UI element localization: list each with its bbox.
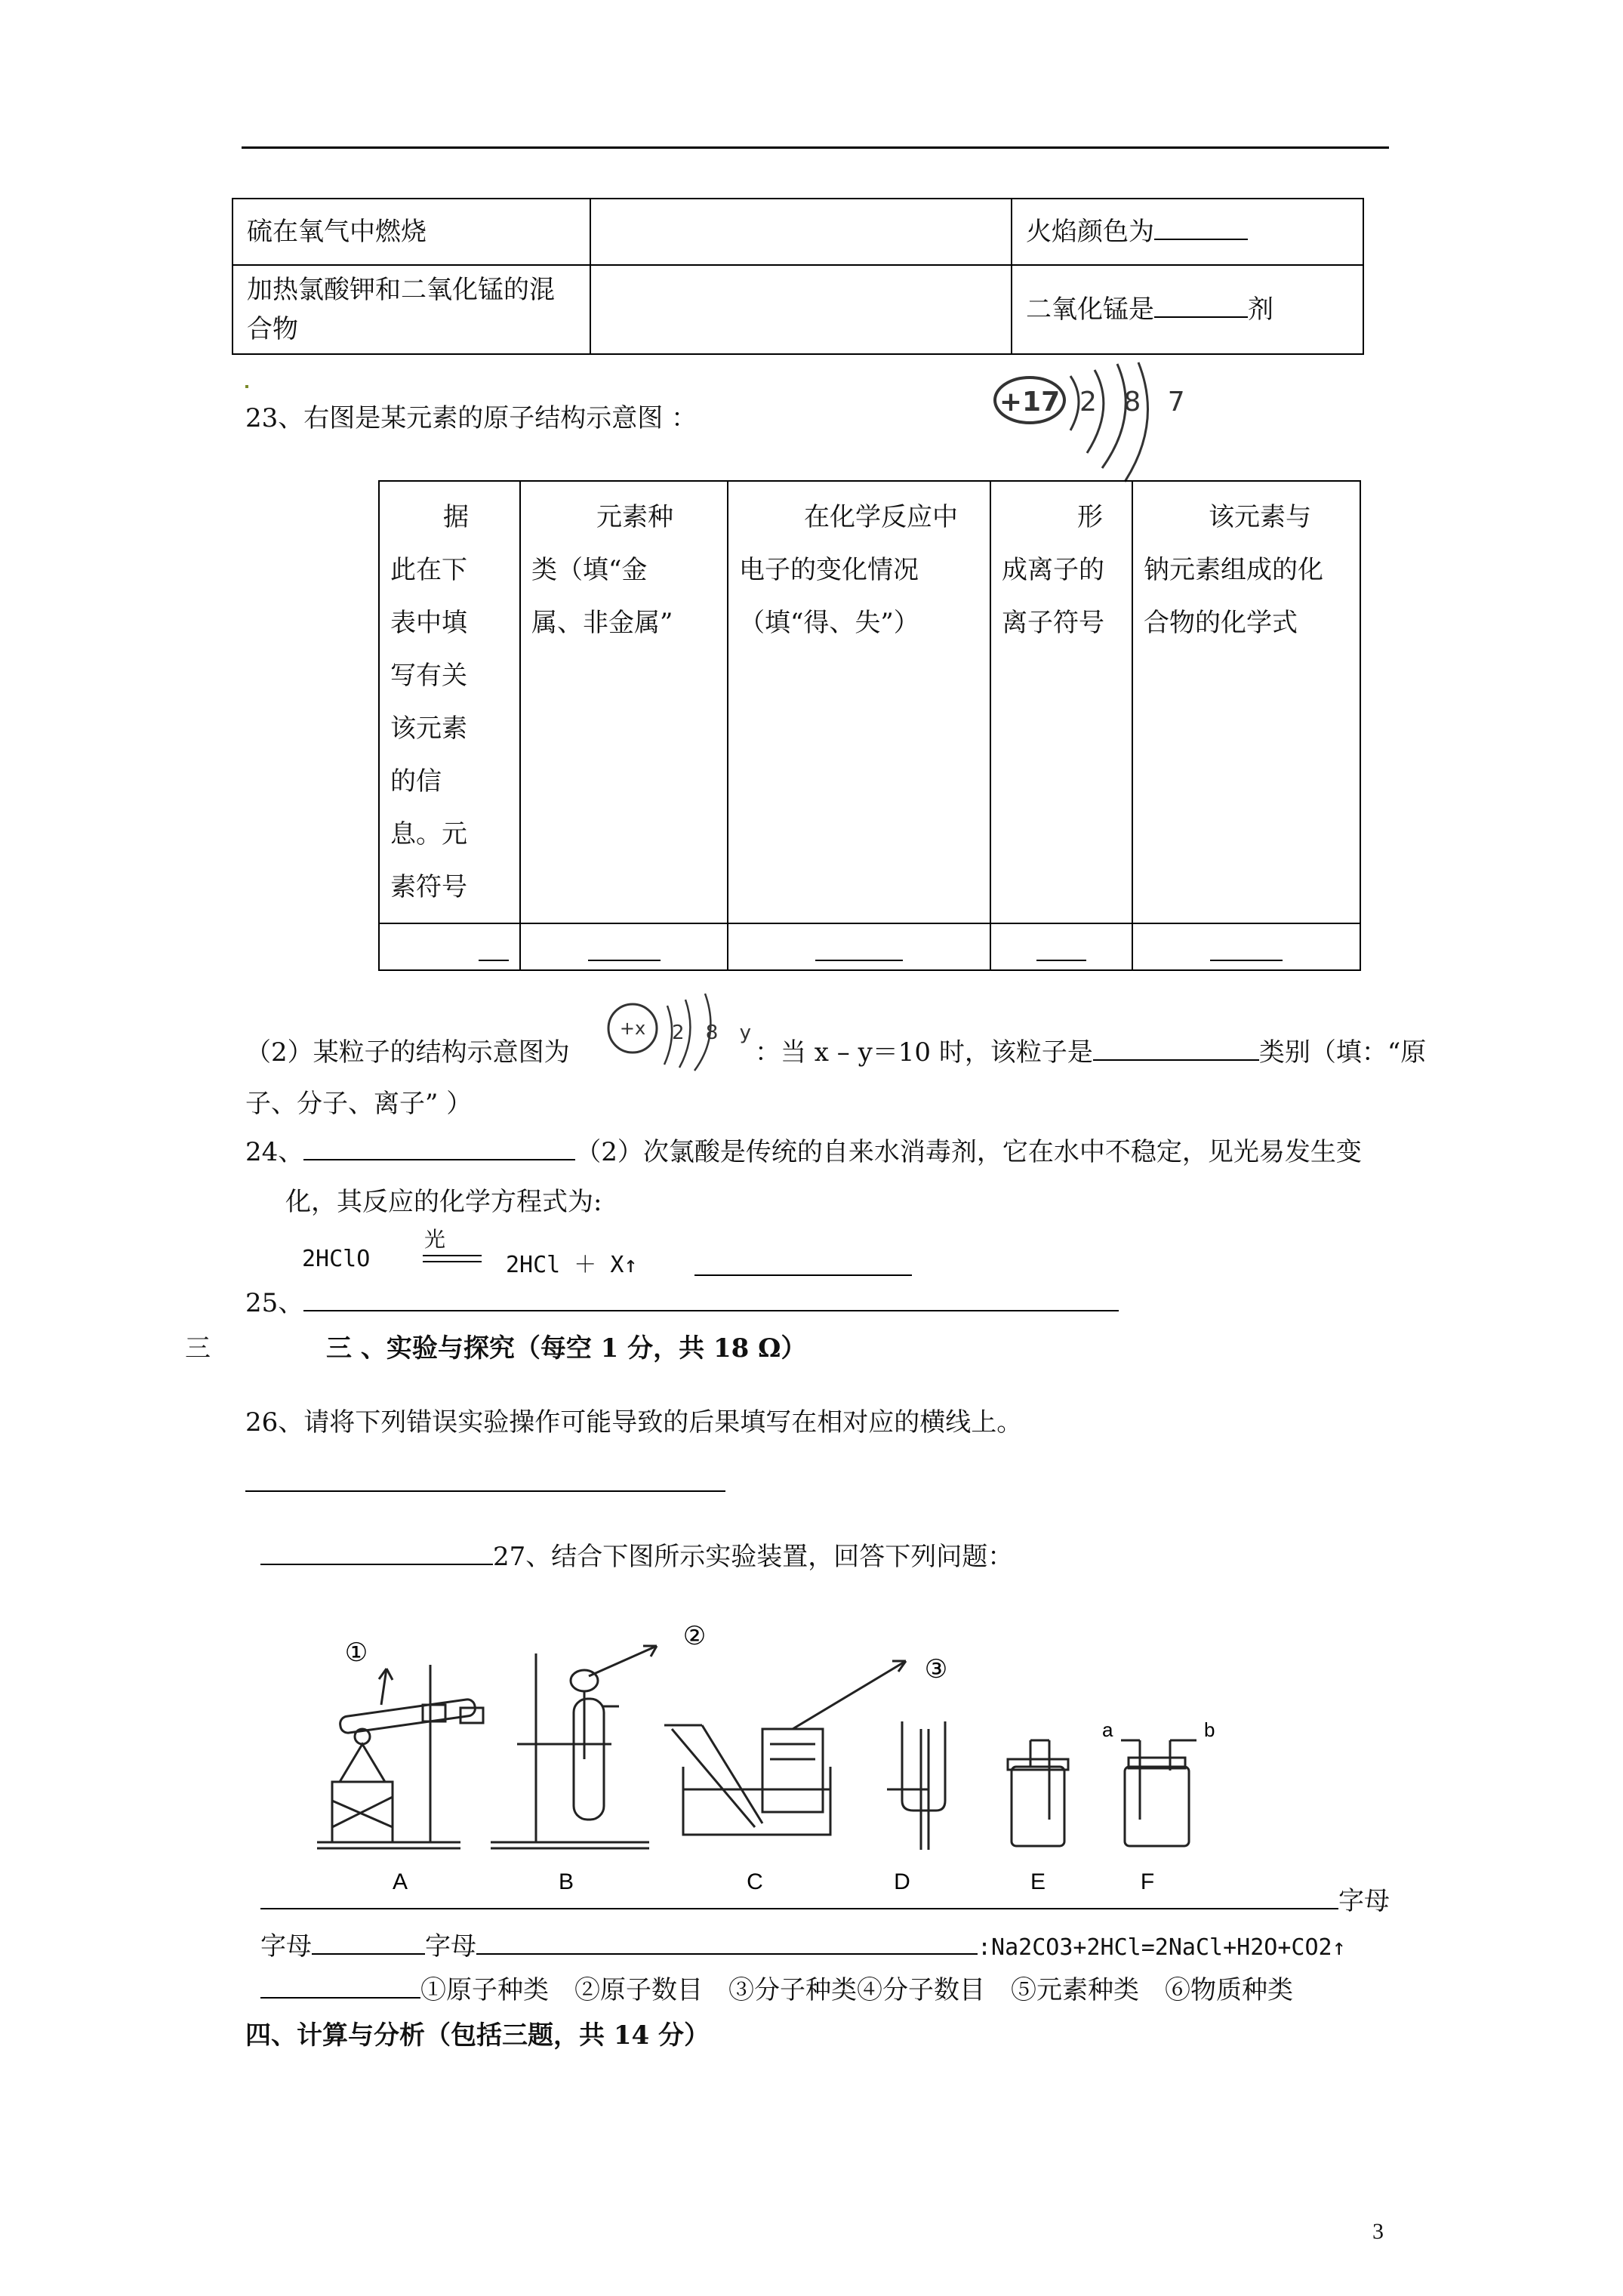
- header-cell: 该元素与钠元素组成的化合物的化学式: [1132, 481, 1360, 923]
- question-23-2-line2: 子、分子、离子” ）: [245, 1089, 473, 1119]
- shell-electrons: 2 8 y: [672, 1022, 759, 1044]
- answer-line-2: 字母 字母 :Na2CO3+2HCl=2NaCl+H2O+CO2↑: [260, 1931, 1346, 1962]
- apparatus-d: [887, 1721, 945, 1850]
- chemical-equation: [302, 1223, 944, 1284]
- header-cell: 元素种类（填“金属、非金属”: [520, 481, 728, 923]
- answer-blank[interactable]: [245, 1490, 725, 1492]
- equation-bar: [423, 1261, 482, 1262]
- answer-blank[interactable]: [1093, 1037, 1259, 1061]
- port-a: a: [1102, 1718, 1113, 1741]
- reaction-cell: 加热氯酸钾和二氧化锰的混合物: [233, 265, 590, 354]
- answer-blank[interactable]: [1036, 937, 1086, 961]
- label-f: F: [1140, 1869, 1155, 1894]
- shell-arc: [1070, 376, 1079, 430]
- answer-cell[interactable]: [379, 923, 520, 970]
- section-title: 三 、实验与探究（每空 1 分，共 18 Ω）: [326, 1333, 807, 1364]
- answer-blank[interactable]: [1154, 294, 1248, 318]
- answer-blank[interactable]: [303, 1136, 575, 1160]
- reaction-cell: 硫在氧气中燃烧: [233, 199, 590, 265]
- table-row: [379, 923, 1360, 970]
- port-b: b: [1204, 1718, 1215, 1741]
- observation-cell: 火焰颜色为: [1012, 199, 1363, 265]
- answer-blank[interactable]: [815, 937, 903, 961]
- apparatus-a: [317, 1665, 483, 1848]
- label-d: D: [894, 1869, 910, 1894]
- answer-blank[interactable]: [588, 937, 661, 961]
- particle-structure-diagram: [604, 989, 759, 1072]
- answer-blank[interactable]: [312, 1931, 425, 1955]
- element-info-table: [378, 480, 1361, 971]
- answer-line-3: ①原子种类 ②原子数目 ③分子种类④分子数目 ⑤元素种类 ⑥物质种类: [260, 1974, 1293, 2007]
- shell-electrons: 2 8 7: [1079, 387, 1194, 418]
- header-cell: 据此在下表中填写有关该元素的信息。元素符号: [379, 481, 520, 923]
- question-23-2-cont: ：当 x – y＝10 时，该粒子是 类别（填：“原: [755, 1037, 1427, 1068]
- answer-blank[interactable]: [303, 1287, 1119, 1311]
- shell-arc: [664, 1006, 672, 1065]
- question-24-line2: 化，其反应的化学方程式为:: [285, 1187, 602, 1217]
- observation-cell: 二氧化锰是 剂: [1012, 265, 1363, 354]
- question-26: 26、请将下列错误实验操作可能导致的后果填写在相对应的横线上。: [245, 1407, 1023, 1438]
- marker-2: ②: [682, 1621, 707, 1651]
- answer-blank[interactable]: [260, 1541, 493, 1565]
- header-cell: 形成离子的离子符号: [990, 481, 1132, 923]
- answer-blank[interactable]: [476, 1931, 978, 1955]
- apparatus-f: [1121, 1740, 1196, 1846]
- table-row: [233, 265, 1363, 354]
- section-mark: 三: [185, 1333, 211, 1364]
- answer-cell[interactable]: [520, 923, 728, 970]
- header-rule: [242, 146, 1389, 149]
- shell-arc: [1125, 362, 1147, 482]
- answer-blank[interactable]: [479, 937, 509, 961]
- equation-left: 2HClO: [302, 1246, 371, 1272]
- dot-mark: [245, 385, 248, 388]
- question-23-2: （2）某粒子的结构示意图为: [245, 1037, 570, 1068]
- answer-cell[interactable]: [590, 199, 1012, 265]
- answer-blank[interactable]: [694, 1252, 912, 1276]
- reaction-table: [232, 198, 1364, 355]
- answer-line-1: 字母: [260, 1885, 1390, 1918]
- answer-blank[interactable]: [260, 1974, 420, 1999]
- section-4-title: 四、计算与分析（包括三题，共 14 分）: [245, 2020, 710, 2051]
- answer-blank[interactable]: [260, 1885, 1338, 1909]
- answer-cell[interactable]: [728, 923, 990, 970]
- label-b: B: [558, 1869, 574, 1894]
- equation-condition: 光: [424, 1227, 446, 1252]
- lab-apparatus-diagram: [302, 1608, 1434, 1895]
- question-24: 24、 （2）次氯酸是传统的自来水消毒剂，它在水中不稳定，见光易发生变: [245, 1137, 1362, 1167]
- header-cell: 在化学反应中电子的变化情况（填“得、失”）: [728, 481, 990, 923]
- apparatus-c: [664, 1661, 906, 1835]
- question-25: 25、: [245, 1287, 1119, 1320]
- table-row: [379, 481, 1360, 923]
- answer-blank[interactable]: [1210, 937, 1283, 961]
- answer-blank[interactable]: [1154, 216, 1248, 240]
- nucleus-charge: +17: [999, 387, 1061, 418]
- table-row: [233, 199, 1363, 265]
- answer-cell[interactable]: [590, 265, 1012, 354]
- page-number: 3: [1372, 2219, 1384, 2244]
- label-c: C: [747, 1869, 763, 1894]
- atom-structure-diagram: [981, 362, 1194, 483]
- equation-right: 2HCl ＋ X↑: [506, 1252, 638, 1278]
- label-e: E: [1030, 1869, 1046, 1894]
- marker-1: ①: [344, 1638, 368, 1668]
- question-27: 27、结合下图所示实验装置，回答下列问题：: [260, 1540, 1013, 1573]
- nucleus-charge: +x: [619, 1018, 646, 1039]
- label-a: A: [392, 1869, 408, 1894]
- apparatus-b: [491, 1646, 657, 1848]
- apparatus-e: [1008, 1740, 1068, 1846]
- marker-3: ③: [924, 1654, 948, 1684]
- answer-cell[interactable]: [1132, 923, 1360, 970]
- answer-cell[interactable]: [990, 923, 1132, 970]
- equation-bar: [423, 1255, 482, 1256]
- question-23: 23、右图是某元素的原子结构示意图 ：: [245, 403, 698, 433]
